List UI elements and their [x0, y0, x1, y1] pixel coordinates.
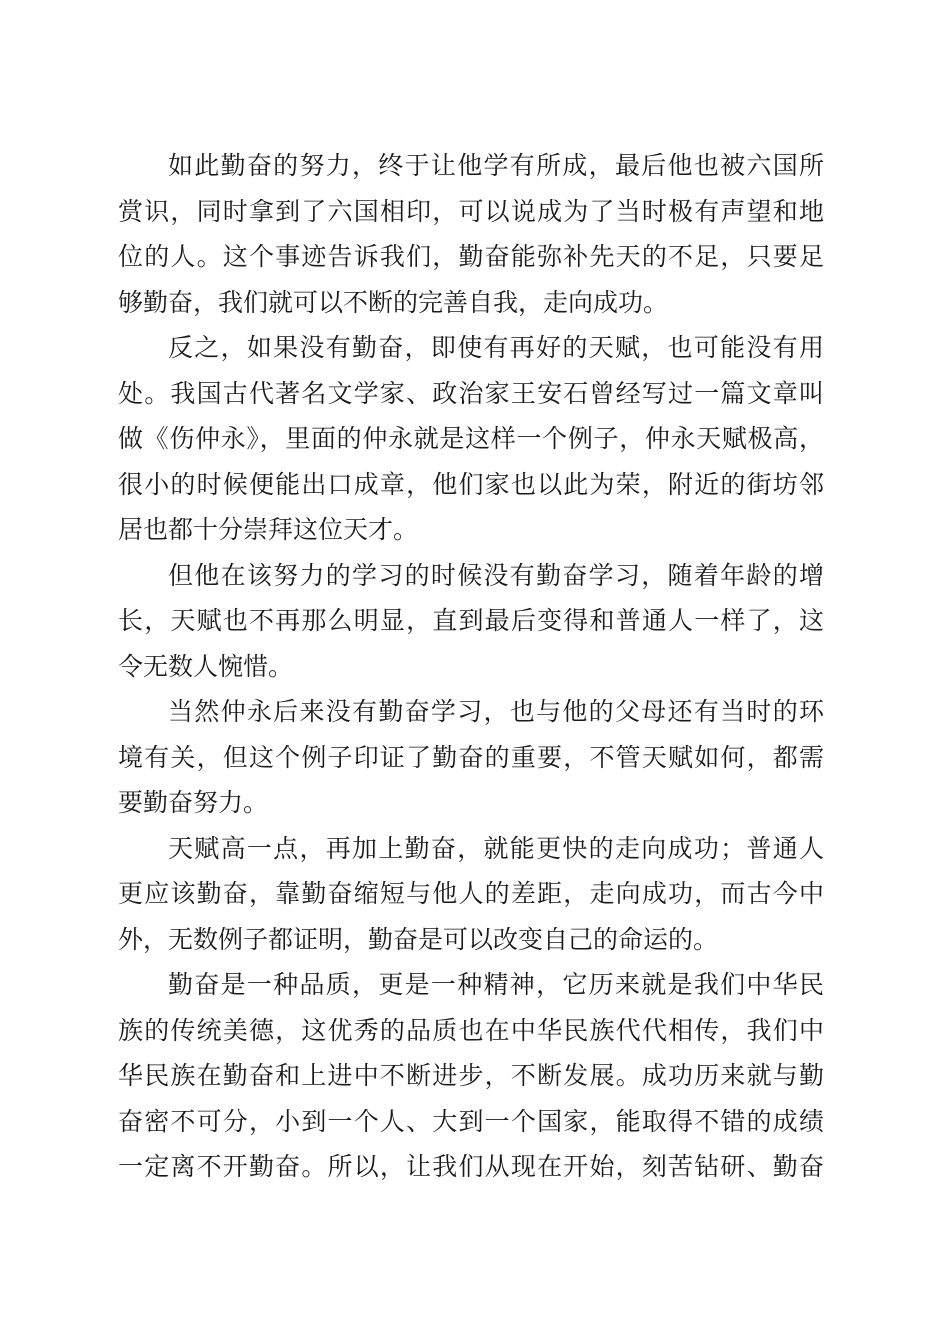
document-body [118, 143, 824, 1190]
paragraph-6 [118, 962, 824, 1190]
text-line: 要勤奋努力。 [118, 788, 269, 817]
text-line: 勤奋是一种品质，更是一种精神，它历来就是我们中华民 [168, 970, 824, 999]
text-line: 居也都十分崇拜这位天才。 [118, 515, 419, 544]
text-line: 够勤奋，我们就可以不断的完善自我，走向成功。 [118, 287, 669, 317]
text-line: 族的传统美德，这优秀的品质也在中华民族代代相传，我们中 [118, 1015, 824, 1045]
text-line: 很小的时候便能出口成章，他们家也以此为荣，附近的街坊邻 [118, 469, 824, 499]
text-line: 一定离不开勤奋。所以，让我们从现在开始，刻苦钻研、勤奋 [118, 1152, 824, 1181]
text-line: 赏识，同时拿到了六国相印，可以说成为了当时极有声望和地 [118, 196, 824, 226]
text-line: 境有关，但这个例子印证了勤奋的重要，不管天赋如何，都需 [118, 742, 824, 772]
text-line: 如此勤奋的努力，终于让他学有所成，最后他也被六国所 [168, 151, 824, 180]
text-line: 外，无数例子都证明，勤奋是可以改变自己的命运的。 [118, 924, 719, 954]
paragraph-4 [118, 689, 824, 826]
text-line: 华民族在勤奋和上进中不断进步，不断发展。成功历来就与勤 [118, 1061, 824, 1090]
text-line: 做《伤仲永》，里面的仲永就是这样一个例子，仲永天赋极高， [118, 424, 824, 453]
text-line: 令无数人惋惜。 [118, 651, 294, 681]
text-line: 但他在该努力的学习的时候没有勤奋学习，随着年龄的增 [168, 560, 824, 590]
text-line: 位的人。这个事迹告诉我们，勤奋能弥补先天的不足，只要足 [118, 242, 824, 271]
paragraph-1 [118, 143, 824, 325]
text-line: 长，天赋也不再那么明显，直到最后变得和普通人一样了，这 [118, 606, 824, 635]
text-line: 天赋高一点，再加上勤奋，就能更快的走向成功；普通人 [168, 833, 824, 863]
text-line: 反之，如果没有勤奋，即使有再好的天赋，也可能没有用 [168, 333, 824, 362]
text-line: 更应该勤奋，靠勤奋缩短与他人的差距，走向成功，而古今中 [118, 879, 824, 908]
paragraph-2 [118, 325, 824, 553]
text-line: 当然仲永后来没有勤奋学习，也与他的父母还有当时的环 [168, 697, 824, 726]
text-line: 处。我国古代著名文学家、政治家王安石曾经写过一篇文章叫 [118, 378, 824, 408]
paragraph-5 [118, 826, 824, 963]
paragraph-3 [118, 553, 824, 690]
text-line: 奋密不可分，小到一个人、大到一个国家，能取得不错的成绩 [118, 1106, 824, 1136]
